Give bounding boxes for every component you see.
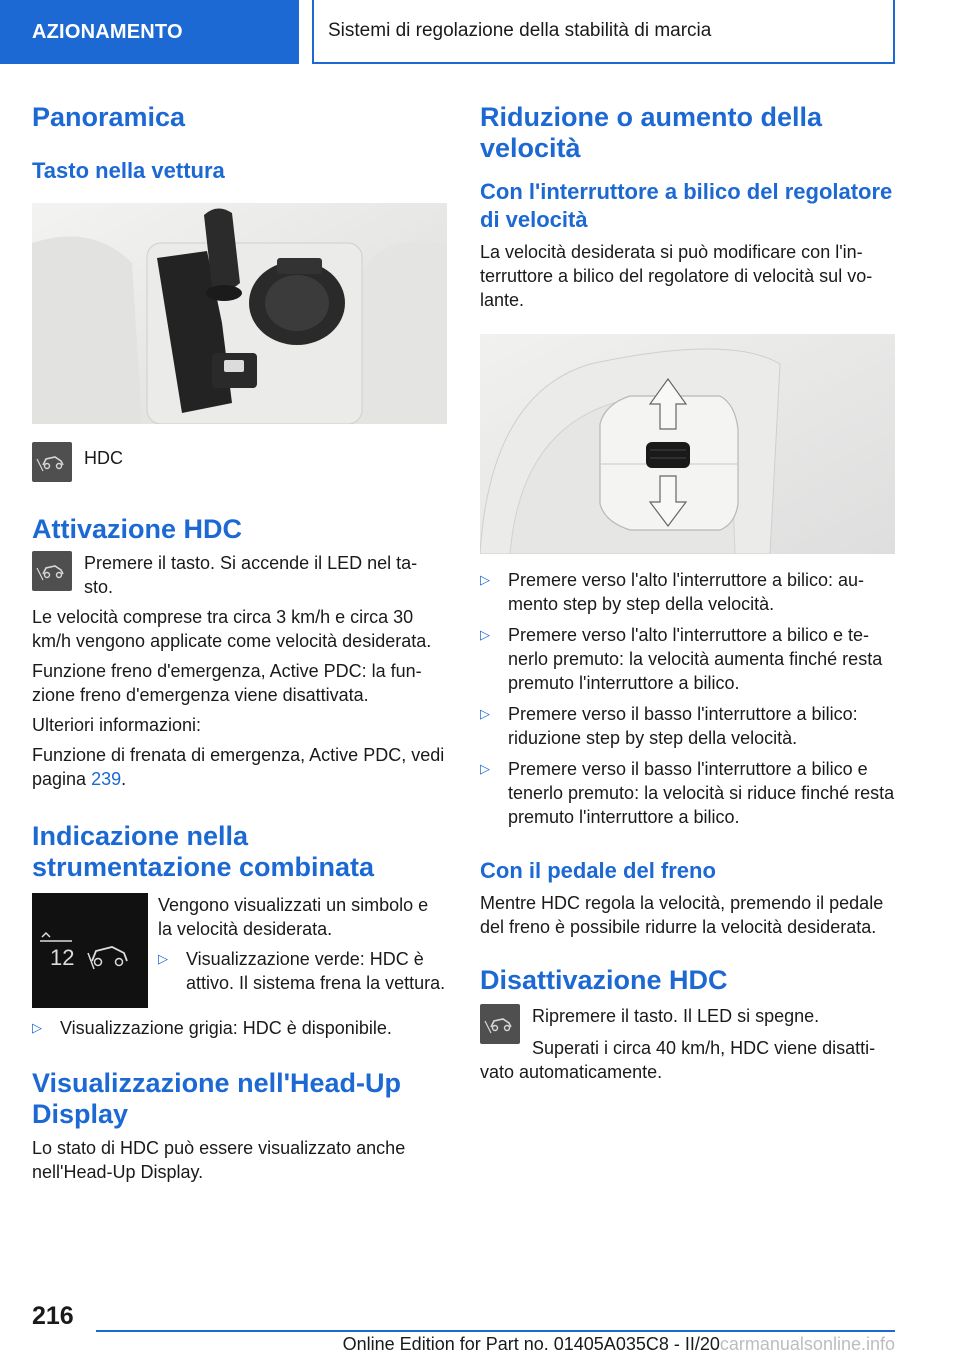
interruttore-text: La velocità desiderata si può modificare con l'interruttore a bilico del regolatore di velocità sul volante. <box>480 242 873 310</box>
rocker-bullet-3: Premere verso il basso l'interruttore a bilico: riduzione step by step della velocità. <box>508 704 858 748</box>
right-column <box>480 96 895 1084</box>
console-photo <box>32 203 447 424</box>
heading-indicazione: Indicazione nella strumentazione combinata <box>32 821 375 882</box>
bullet-triangle-icon: ▷ <box>480 572 490 587</box>
attivazione-text-3: Funzione freno d'emergenza, Active PDC: la funzione freno d'emergenza viene disattivata. <box>32 661 422 705</box>
heading-attivazione: Attivazione HDC <box>32 514 243 544</box>
attivazione-text-1a: Premere il tasto. Si accende il LED nel ta- <box>84 553 418 573</box>
rocker-bullet-1: Premere verso l'alto l'interruttore a bilico: aumento step by step della velocità. <box>508 570 865 614</box>
attivazione-text-5 <box>32 743 447 791</box>
disattivazione-step <box>480 1004 895 1060</box>
bullet-triangle-icon: ▷ <box>480 627 490 642</box>
indicazione-bullet-1: Visualizzazione verde: HDC è attivo. Il sistema frena la vettura. <box>186 949 446 993</box>
indicazione-block <box>32 893 447 1008</box>
disattivazione-text-2b: vato automaticamente. <box>480 1062 663 1082</box>
disattivazione-text-1: Ripremere il tasto. Il LED si spegne. <box>532 1006 820 1026</box>
hud-text: Lo stato di HDC può essere visualizzato anche nell'Head-Up Display. <box>32 1138 406 1182</box>
indicazione-text: Vengono visualizzati un simbolo e la velocità desiderata. <box>158 895 429 939</box>
chapter-title: Sistemi di regolazione della stabilità di marcia <box>328 20 712 41</box>
chapter-header <box>312 0 895 64</box>
bullet-triangle-icon: ▷ <box>158 951 168 966</box>
rocker-bullet-2: Premere verso l'alto l'interruttore a bilico e tenerlo premuto: la velocità aumenta finché resta premuto l'interruttore a bilico. <box>508 625 883 693</box>
list-item <box>480 623 895 695</box>
bullet-triangle-icon: ▷ <box>32 1020 42 1035</box>
list-item <box>480 702 895 750</box>
attivazione-text-2: Le velocità comprese tra circa 3 km/h e circa 30 km/h vengono applicate come velocità desiderata. <box>32 607 432 651</box>
steering-rocker-illustration <box>480 334 895 554</box>
rocker-bullet-list <box>480 568 895 829</box>
heading-riduzione: Riduzione o aumento della velocità <box>480 102 823 163</box>
list-item <box>158 947 447 995</box>
heading-tasto: Tasto nella vettura <box>32 158 225 183</box>
hdc-icon <box>480 1004 520 1044</box>
heading-hud: Visualizzazione nell'Head-Up Display <box>32 1068 402 1129</box>
section-title: AZIONAMENTO <box>32 20 183 43</box>
edition-text: Online Edition for Part no. 01405A035C8 - II/20 <box>342 1334 720 1354</box>
rocker-switch-photo <box>480 334 895 554</box>
bullet-triangle-icon: ▷ <box>480 761 490 776</box>
hdc-icon <box>32 442 72 482</box>
list-item <box>32 1016 447 1040</box>
attivazione-text-1b: sto. <box>84 577 114 597</box>
cluster-speed-value: 12 <box>50 945 75 970</box>
footer-edition <box>310 1334 895 1355</box>
heading-panoramica: Panoramica <box>32 102 186 132</box>
center-console-illustration <box>32 203 447 424</box>
list-item <box>480 757 895 829</box>
list-item <box>480 568 895 616</box>
hdc-key-row <box>32 442 447 482</box>
heading-disattivazione: Disattivazione HDC <box>480 965 728 995</box>
page-number: 216 <box>32 1302 74 1330</box>
left-column <box>32 96 447 1184</box>
watermark: carmanualsonline.info <box>719 1334 895 1354</box>
attivazione-step <box>32 551 447 599</box>
rocker-bullet-4: Premere verso il basso l'interruttore a bilico e tenerlo premuto: la velocità si riduce finché resta premuto l'interruttore a bilico. <box>508 759 895 827</box>
section-tab <box>0 0 299 64</box>
indicazione-bullet-2: Visualizzazione grigia: HDC è disponibile. <box>60 1018 392 1038</box>
heading-pedale: Con il pedale del freno <box>480 858 716 883</box>
heading-interruttore: Con l'interruttore a bilico del regolatore di velocità <box>480 179 893 232</box>
footer-divider <box>96 1330 895 1332</box>
attivazione-text-5-post: . <box>121 769 127 789</box>
hdc-icon <box>32 551 72 591</box>
disattivazione-text-2a: Superati i circa 40 km/h, HDC viene disatti- <box>532 1038 876 1058</box>
cluster-display <box>32 893 148 1008</box>
attivazione-text-5-pre: Funzione di frenata di emergenza, Active PDC, vedi pagina <box>32 745 445 789</box>
attivazione-text-4: Ulteriori informazioni: <box>32 715 202 735</box>
page-link-239[interactable]: 239 <box>91 769 122 789</box>
bullet-triangle-icon: ▷ <box>480 706 490 721</box>
pedale-text: Mentre HDC regola la velocità, premendo il pedale del freno è possibile ridurre la velocità desiderata. <box>480 893 884 937</box>
hdc-key-label: HDC <box>84 448 123 468</box>
